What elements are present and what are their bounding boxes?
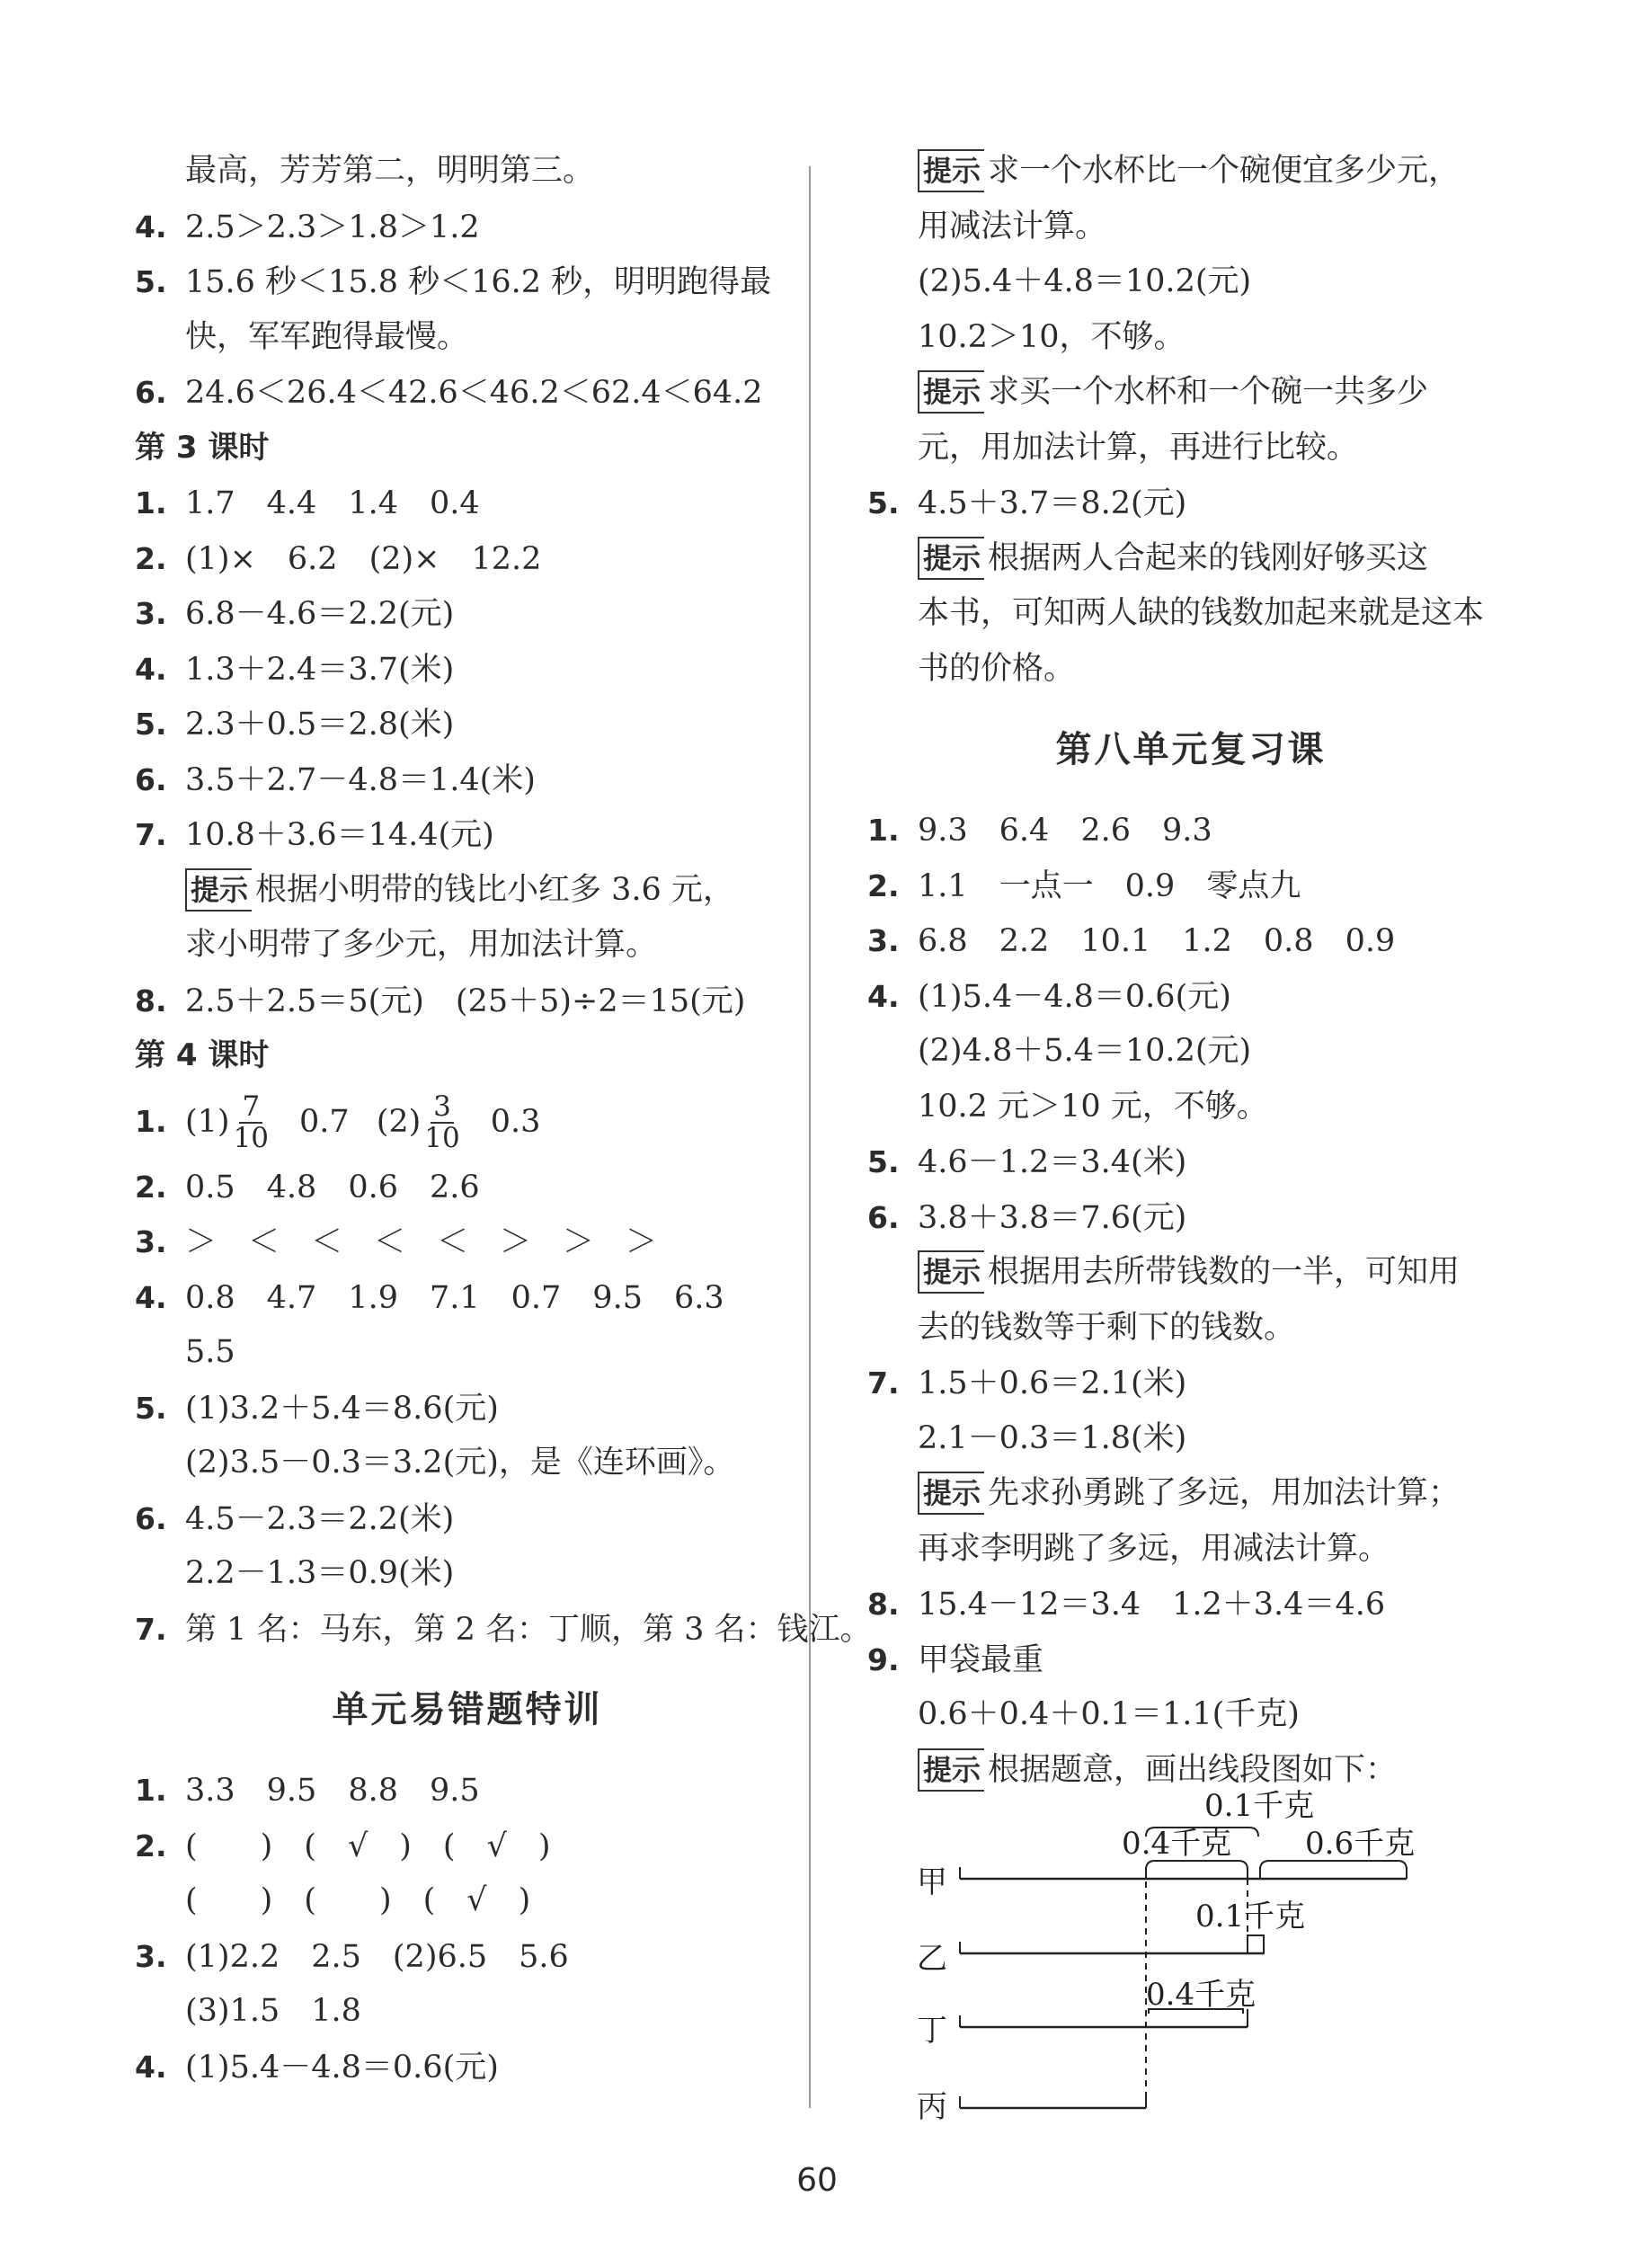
fraction-denominator: 10: [424, 1122, 460, 1154]
answer-continuation: 2.2－1.3＝0.9(米): [185, 1555, 455, 1591]
answer-1: [135, 1084, 800, 1160]
answer-text: (1)3.2＋5.4＝8.6(元): [185, 1390, 499, 1427]
answer-number: 1.: [135, 1773, 167, 1808]
answer-number: 5.: [867, 1144, 900, 1179]
hint-label: 提示: [185, 868, 252, 912]
answer-number: 6.: [135, 1500, 167, 1536]
fraction: [424, 1092, 459, 1152]
hint: [867, 365, 1514, 421]
right-column: [867, 144, 1514, 1798]
label-ding: 丁: [917, 2013, 947, 2049]
hint-label: 提示: [918, 149, 984, 192]
answer-3: [135, 1929, 800, 1985]
hint: [867, 1466, 1514, 1522]
answer-number: 6.: [867, 1199, 900, 1235]
answer-number: 5.: [135, 1390, 167, 1426]
hint-continuation: 用减法计算。: [918, 208, 1107, 245]
answer-text: 1.1 一点一 0.9 零点九: [918, 867, 1301, 904]
hint-continuation: 元，用加法计算，再进行比较。: [918, 429, 1359, 466]
fraction-numerator: 3: [431, 1092, 454, 1124]
hint-text: 求一个水杯比一个碗便宜多少元，: [988, 153, 1461, 189]
hint-continuation: 求小明带了多少元，用加法计算。: [185, 927, 658, 963]
answer-continuation: 0.6＋0.4＋0.1＝1.1(千克): [918, 1696, 1300, 1732]
answer-text: 0.5 4.8 0.6 2.6: [185, 1169, 480, 1205]
answer-number: 1.: [135, 1103, 167, 1139]
answer-number: 2.: [867, 867, 900, 903]
answer-text: 1.5＋0.6＝2.1(米): [918, 1365, 1187, 1401]
answer-1: [135, 476, 800, 531]
answer-3: [135, 586, 800, 642]
answer-7: [135, 1602, 872, 1658]
section-title: 第八单元复习课: [1055, 729, 1327, 770]
answer-number: 1.: [867, 813, 900, 848]
answer-5: [135, 254, 800, 310]
answer-continuation: ( ) ( ) ( √ ): [185, 1882, 531, 1918]
answer-6: [135, 1491, 800, 1547]
column-divider: [809, 166, 811, 2108]
answer-6: [867, 1190, 1514, 1246]
answer-2: [135, 1160, 800, 1215]
answer-text: 3.8＋3.8＝7.6(元): [918, 1199, 1187, 1236]
answer-9: [867, 1632, 1514, 1688]
hint-text: 根据两人合起来的钱刚好够买这: [988, 539, 1429, 576]
answer-number: 1.: [135, 485, 167, 520]
answer-text: 2.5＞2.3＞1.8＞1.2: [185, 209, 480, 245]
answer-7: [867, 1356, 1514, 1411]
hint-continuation: 再求李明跳了多远，用减法计算。: [918, 1530, 1390, 1567]
hint-continuation: 书的价格。: [918, 650, 1076, 687]
line-segment-diagram: [899, 1784, 1474, 2135]
answer-4: [135, 1270, 800, 1326]
label-yi: 乙: [917, 1941, 947, 1977]
hint-label: 提示: [918, 1748, 984, 1792]
hint: [867, 1245, 1514, 1301]
answer-number: 2.: [135, 1169, 167, 1205]
answer-number: 5.: [867, 485, 900, 520]
page-number: 60: [796, 2162, 838, 2199]
segment-yi-extra: [1248, 1935, 1264, 1953]
hint-label: 提示: [918, 1472, 984, 1515]
hint-text: 根据用去所带钱数的一半，可知用: [988, 1254, 1461, 1290]
answer-continuation: 10.2＞10，不够。: [918, 318, 1186, 355]
answer-continuation: 最高，芳芳第二，明明第三。: [185, 153, 595, 189]
answer-text: 3.5＋2.7－4.8＝1.4(米): [185, 761, 536, 798]
answer-number: 8.: [867, 1587, 900, 1622]
fraction-denominator: 10: [233, 1122, 270, 1154]
answer-continuation: 10.2 元＞10 元，不够。: [918, 1088, 1268, 1125]
answer-5: [867, 1134, 1514, 1190]
answer-number: 7.: [867, 1365, 900, 1401]
hint: [867, 531, 1514, 587]
fraction-numerator: 7: [239, 1092, 262, 1124]
fraction: [234, 1092, 269, 1152]
answer-number: 9.: [867, 1641, 900, 1677]
decimal-value: 0.3: [490, 1103, 541, 1140]
answer-7: [135, 807, 800, 863]
answer-text: 2.5＋2.5＝5(元) (25＋5)÷2＝15(元): [185, 983, 746, 1019]
answer-text: 3.3 9.5 8.8 9.5: [185, 1773, 480, 1809]
answer-number: 8.: [135, 983, 167, 1018]
hint-text: 求买一个水杯和一个碗一共多少: [988, 374, 1429, 410]
answer-text: 1.3＋2.4＝3.7(米): [185, 651, 455, 688]
answer-number: 4.: [135, 1279, 167, 1315]
label-yi-extra: 0.1千克: [1195, 1899, 1306, 1934]
answer-4: [867, 969, 1514, 1025]
answer-number: 2.: [135, 1828, 167, 1863]
answer-1: [867, 803, 1514, 858]
answer-text: 4.6－1.2＝3.4(米): [918, 1144, 1187, 1180]
decimal-value: 0.7: [299, 1103, 350, 1140]
answer-text: 1.7 4.4 1.4 0.4: [185, 485, 480, 521]
answer-number: 4.: [135, 651, 167, 687]
answer-text: 6.8－4.6＝2.2(元): [185, 596, 455, 632]
answer-2: [867, 858, 1514, 914]
answer-3: [867, 913, 1514, 969]
label-top-total: 0.1千克: [1204, 1788, 1315, 1824]
answer-8: [867, 1577, 1514, 1632]
answer-text: (1)2.2 2.5 (2)6.5 5.6: [185, 1938, 569, 1975]
answer-continuation: (2)5.4＋4.8＝10.2(元): [918, 263, 1252, 299]
answer-text: 6.8 2.2 10.1 1.2 0.8 0.9: [918, 923, 1396, 959]
answer-text: 15.4－12＝3.4 1.2＋3.4＝4.6: [918, 1587, 1386, 1623]
answer-number: 7.: [135, 817, 167, 852]
answer-number: 3.: [135, 1224, 167, 1259]
answer-number: 7.: [135, 1611, 167, 1647]
label-bing: 丙: [917, 2089, 947, 2125]
answer-text: 第 1 名：马东，第 2 名：丁顺，第 3 名：钱江。: [185, 1611, 872, 1648]
answer-number: 3.: [135, 596, 167, 631]
answer-number: 4.: [135, 2049, 167, 2085]
label-jia-mid: 0.4千克: [1122, 1826, 1232, 1862]
answer-continuation: 5.5: [185, 1334, 235, 1370]
brace-jia-mid: [1146, 1861, 1248, 1870]
left-column: [135, 144, 872, 2095]
answer-text: (1)5.4－4.8＝0.6(元): [918, 978, 1231, 1015]
answer-5: [135, 1381, 800, 1436]
answer-number: 5.: [135, 264, 167, 299]
answer-text: 4.5－2.3＝2.2(米): [185, 1500, 455, 1537]
answer-text: 甲袋最重: [918, 1641, 1044, 1678]
answer-continuation: (2)3.5－0.3＝3.2(元)，是《连环画》。: [185, 1445, 735, 1481]
answer-continuation: (2)4.8＋5.4＝10.2(元): [918, 1033, 1252, 1069]
answer-6: [135, 365, 800, 421]
hint-text: 先求孙勇跳了多远，用加法计算；: [988, 1475, 1461, 1511]
lesson-heading-4: 第 4 课时: [135, 1037, 270, 1073]
hint-continuation: 本书，可知两人缺的钱数加起来就是这本: [918, 595, 1485, 631]
answer-6: [135, 752, 800, 808]
part-label: (2): [376, 1103, 422, 1140]
hint: [135, 863, 800, 919]
answer-number: 3.: [867, 923, 900, 958]
answer-number: 5.: [135, 707, 167, 742]
answer-continuation: (3)1.5 1.8: [185, 1993, 361, 2029]
hint-label: 提示: [918, 537, 984, 580]
label-jia: 甲: [917, 1864, 947, 1900]
answer-number: 6.: [135, 375, 167, 410]
answer-number: 3.: [135, 1938, 167, 1974]
hint-continuation: 去的钱数等于剩下的钱数。: [918, 1309, 1296, 1346]
answer-text: 9.3 6.4 2.6 9.3: [918, 813, 1212, 849]
answer-4: [135, 642, 800, 698]
answer-5: [867, 476, 1514, 531]
brace-jia-right: [1260, 1861, 1407, 1870]
label-jia-right: 0.6千克: [1305, 1826, 1416, 1862]
answer-text: ( ) ( √ ) ( √ ): [185, 1828, 551, 1864]
answer-continuation: 2.1－0.3＝1.8(米): [918, 1419, 1187, 1456]
answer-3: [135, 1214, 800, 1270]
answer-number: 2.: [135, 540, 167, 576]
section-title: 单元易错题特训: [332, 1689, 603, 1730]
answer-text: 2.3＋0.5＝2.8(米): [185, 707, 455, 743]
hint-label: 提示: [918, 370, 984, 414]
answer-text: (1)× 6.2 (2)× 12.2: [185, 540, 542, 577]
answer-text: 4.5＋3.7＝8.2(元): [918, 485, 1187, 521]
answer-text: (1)5.4－4.8＝0.6(元): [185, 2049, 499, 2086]
answer-text: 15.6 秒＜15.8 秒＜16.2 秒，明明跑得最: [185, 264, 772, 300]
answer-8: [135, 974, 800, 1029]
answer-number: 4.: [135, 209, 167, 245]
hint-text: 根据题意，画出线段图如下：: [988, 1751, 1398, 1788]
answer-1: [135, 1763, 800, 1819]
answer-4: [135, 2040, 800, 2095]
hint-text: 根据小明带的钱比小红多 3.6 元，: [255, 871, 734, 908]
lesson-heading-3: 第 3 课时: [135, 429, 270, 466]
answer-text: 0.8 4.7 1.9 7.1 0.7 9.5 6.3: [185, 1279, 724, 1316]
answer-4: [135, 200, 800, 255]
label-ding-extra: 0.4千克: [1146, 1977, 1257, 2013]
answer-2: [135, 531, 800, 587]
hint-label: 提示: [918, 1250, 984, 1294]
answer-text: ＞ ＜ ＜ ＜ ＜ ＞ ＞ ＞: [185, 1224, 658, 1260]
part-label: (1): [185, 1103, 230, 1140]
hint: [867, 144, 1514, 200]
answer-continuation: 快，军军跑得最慢。: [185, 318, 469, 355]
answer-2: [135, 1819, 800, 1874]
answer-number: 6.: [135, 761, 167, 797]
answer-5: [135, 697, 800, 752]
answer-text: 24.6＜26.4＜42.6＜46.2＜62.4＜64.2: [185, 375, 763, 411]
answer-text: 10.8＋3.6＝14.4(元): [185, 817, 494, 853]
answer-number: 4.: [867, 978, 900, 1014]
